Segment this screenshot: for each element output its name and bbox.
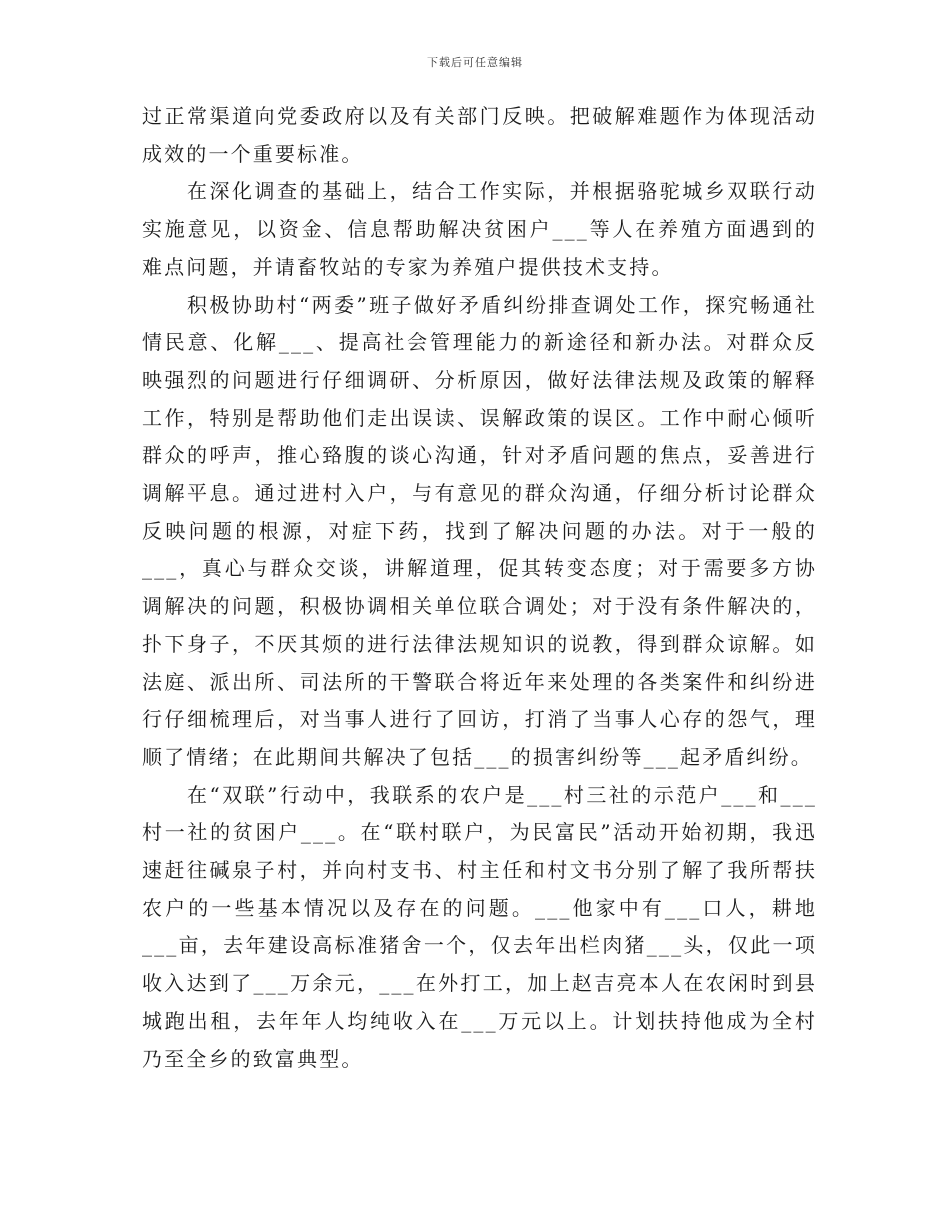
paragraph-household-assistance: 在“双联”行动中，我联系的农户是___村三社的示范户___和___村一社的贫困户___。在“联村联户，为民富民”活动开始初期，我迅速赶往碱泉子村，并向村支书、村主任和村文书分别了解了我所帮扶农户的一些基本情况以及存在的问题。___他家中有___口人，耕地___亩，去年建设高标准猪舍一个，仅去年出栏肉猪___头，仅此一项收入达到了___万余元，___在外打工，加上赵吉亮本人在农闲时到县城跑出租，去年年人均纯收入在___万元以上。计划扶持他成为全村乃至全乡的致富典型。 — [142, 782, 817, 1071]
page-header-note: 下载后可任意编辑 — [427, 56, 523, 69]
paragraph-continuation: 过正常渠道向党委政府以及有关部门反映。把破解难题作为体现活动成效的一个重要标准。 — [142, 104, 817, 166]
paragraph-dispute-resolution: 积极协助村“两委”班子做好矛盾纠纷排查调处工作，探究畅通社情民意、化解___、提高社会管理能力的新途径和新办法。对群众反映强烈的问题进行仔细调研、分析原因，做好法律法规及政策的解释工作，特别是帮助他们走出误读、误解政策的误区。工作中耐心倾听群众的呼声，推心臵腹的谈心沟通，针对矛盾问题的焦点，妥善进行调解平息。通过进村入户，与有意见的群众沟通，仔细分析讨论群众反映问题的根源，对症下药，找到了解决问题的办法。对于一般的___，真心与群众交谈，讲解道理，促其转变态度；对于需要多方协调解决的问题，积极协调相关单位联合调处；对于没有条件解决的，扑下身子，不厌其烦的进行法律法规知识的说教，得到群众谅解。如法庭、派出所、司法所的干警联合将近年来处理的各类案件和纠纷进行仔细梳理后，对当事人进行了回访，打消了当事人心存的怨气，理顺了情绪；在此期间共解决了包括___的损害纠纷等___起矛盾纠纷。 — [142, 292, 817, 769]
paragraph-investigation: 在深化调查的基础上，结合工作实际，并根据骆驼城乡双联行动实施意见，以资金、信息帮助解决贫困户___等人在养殖方面遇到的难点问题，并请畜牧站的专家为养殖户提供技术支持。 — [142, 179, 817, 279]
document-body — [142, 98, 817, 1078]
